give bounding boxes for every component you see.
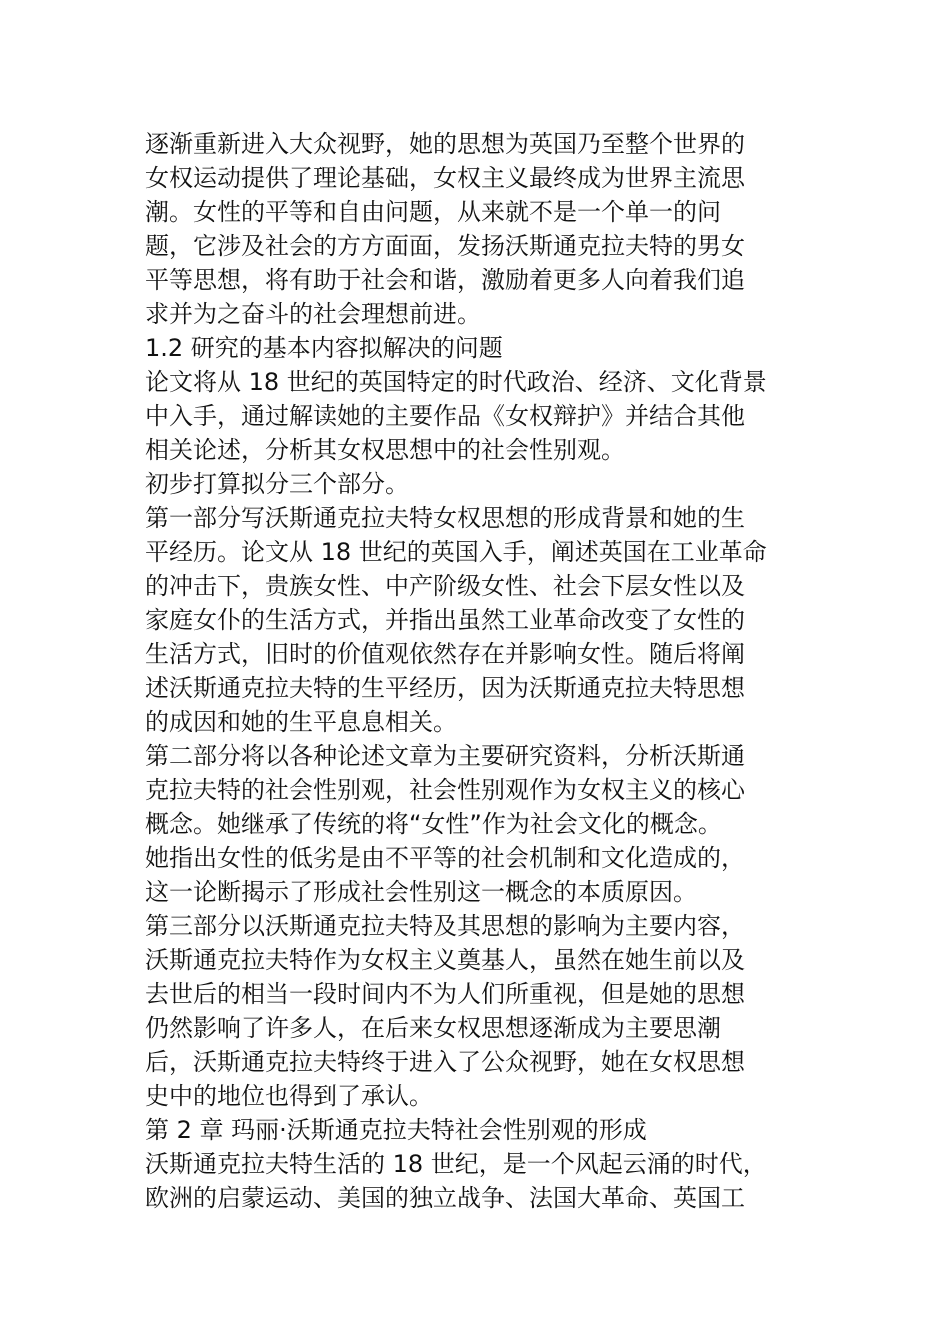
text-line-2: 女权运动提供了理论基础，女权主义最终成为世界主流思 [145, 164, 745, 192]
text-line-9: 中入手，通过解读她的主要作品《女权辩护》并结合其他 [145, 402, 745, 430]
text-line-20: 克拉夫特的社会性别观，社会性别观作为女权主义的核心 [145, 776, 745, 804]
text-line-3: 潮。女性的平等和自由问题，从来就不是一个单一的问 [145, 198, 721, 226]
text-line-14: 的冲击下，贵族女性、中产阶级女性、社会下层女性以及 [145, 572, 745, 600]
text-line-19: 第二部分将以各种论述文章为主要研究资料，分析沃斯通 [145, 742, 745, 770]
text-line-1: 逐渐重新进入大众视野，她的思想为英国乃至整个世界的 [145, 130, 745, 158]
text-line-27: 仍然影响了许多人，在后来女权思想逐渐成为主要思潮 [145, 1014, 721, 1042]
text-line-11: 初步打算拟分三个部分。 [145, 470, 409, 498]
text-line-18: 的成因和她的生平息息相关。 [145, 708, 457, 736]
text-line-26: 去世后的相当一段时间内不为人们所重视，但是她的思想 [145, 980, 745, 1008]
text-line-13: 平经历。论文从 18 世纪的英国入手，阐述英国在工业革命 [145, 538, 767, 566]
document-body [145, 127, 805, 1215]
text-line-5: 平等思想，将有助于社会和谐，激励着更多人向着我们追 [145, 266, 745, 294]
text-line-4: 题，它涉及社会的方方面面，发扬沃斯通克拉夫特的男女 [145, 232, 745, 260]
text-line-17: 述沃斯通克拉夫特的生平经历，因为沃斯通克拉夫特思想 [145, 674, 745, 702]
text-line-29: 史中的地位也得到了承认。 [145, 1082, 433, 1110]
text-line-15: 家庭女仆的生活方式，并指出虽然工业革命改变了女性的 [145, 606, 745, 634]
text-line-16: 生活方式，旧时的价值观依然存在并影响女性。随后将阐 [145, 640, 745, 668]
chapter-heading-2: 第 2 章 玛丽·沃斯通克拉夫特社会性别观的形成 [145, 1116, 647, 1144]
text-line-8: 论文将从 18 世纪的英国特定的时代政治、经济、文化背景 [145, 368, 767, 396]
text-line-23: 这一论断揭示了形成社会性别这一概念的本质原因。 [145, 878, 697, 906]
text-line-21: 概念。她继承了传统的将“女性”作为社会文化的概念。 [145, 810, 722, 838]
text-line-22: 她指出女性的低劣是由不平等的社会机制和文化造成的， [145, 844, 745, 872]
text-line-25: 沃斯通克拉夫特作为女权主义奠基人，虽然在她生前以及 [145, 946, 745, 974]
text-line-24: 第三部分以沃斯通克拉夫特及其思想的影响为主要内容， [145, 912, 745, 940]
text-line-28: 后，沃斯通克拉夫特终于进入了公众视野，她在女权思想 [145, 1048, 745, 1076]
text-line-31: 沃斯通克拉夫特生活的 18 世纪，是一个风起云涌的时代， [145, 1150, 767, 1178]
text-line-12: 第一部分写沃斯通克拉夫特女权思想的形成背景和她的生 [145, 504, 745, 532]
text-line-10: 相关论述，分析其女权思想中的社会性别观。 [145, 436, 625, 464]
text-line-32: 欧洲的启蒙运动、美国的独立战争、法国大革命、英国工 [145, 1184, 745, 1212]
text-line-6: 求并为之奋斗的社会理想前进。 [145, 300, 481, 328]
section-heading-1-2: 1.2 研究的基本内容拟解决的问题 [145, 334, 503, 362]
